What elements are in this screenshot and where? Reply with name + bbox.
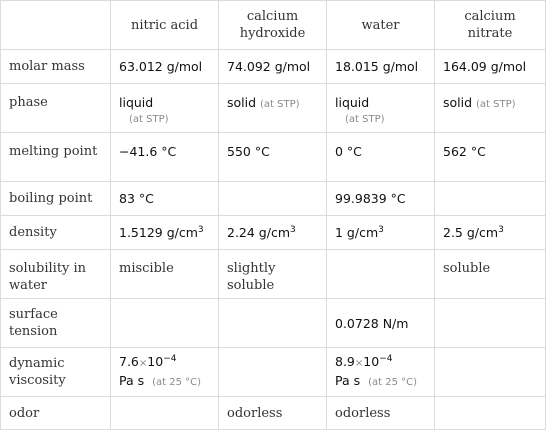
row-label: odor [1,397,111,430]
table-cell [219,84,327,133]
table-row-solubility [1,250,546,299]
table-row-dynamic-viscosity [1,348,546,397]
row-label: surface tension [1,299,111,348]
condition-note: (at STP) [345,114,385,125]
condition-note: (at STP) [260,99,300,110]
table-cell [327,216,435,250]
unit-exponent: 3 [378,224,384,235]
table-cell [111,348,219,397]
viscosity-base: 10 [147,354,164,369]
table-row-phase [1,84,546,133]
table-cell: odorless [327,397,435,430]
phase-value: solid [227,95,257,110]
row-label: dynamic viscosity [1,348,111,397]
phase-value: liquid [335,95,370,110]
density-value: 1 g/cm [335,225,379,240]
unit-exponent: 3 [197,224,204,235]
unit-exponent: 3 [498,224,504,235]
row-label: boiling point [1,182,111,216]
table-cell [111,299,219,348]
table-cell: 0.0728 N/m [327,299,435,348]
condition-note: (at STP) [129,114,169,125]
table-cell [219,299,327,348]
table-cell [435,397,546,430]
table-cell [327,250,435,299]
table-cell [327,348,435,397]
viscosity-exponent: −4 [163,353,177,364]
row-label: solubility in water [1,250,111,299]
table-row-surface-tension [1,299,546,348]
unit-exponent: 3 [290,224,296,235]
table-row-melting-point [1,133,546,182]
table-cell [111,84,219,133]
table-cell: 18.015 g/mol [327,50,435,84]
density-value: 2.24 g/cm [227,225,291,240]
phase-value: solid [443,95,473,110]
table-cell: 99.9839 °C [327,182,435,216]
table-cell [219,182,327,216]
table-row-odor [1,397,546,430]
viscosity-exponent: −4 [379,353,393,364]
table-cell: 550 °C [219,133,327,182]
times-sign: × [138,358,148,369]
table-row-density [1,216,546,250]
density-value: 1.5129 g/cm [119,225,198,240]
table-cell [435,84,546,133]
table-cell: 63.012 g/mol [111,50,219,84]
table-cell [435,182,546,216]
table-cell [111,397,219,430]
column-header: calcium nitrate [435,1,546,50]
table-cell [219,348,327,397]
viscosity-mantissa: 8.9 [335,354,355,369]
table-cell [435,348,546,397]
corner-cell [1,1,111,50]
table-cell: 562 °C [435,133,546,182]
density-value: 2.5 g/cm [443,225,499,240]
table-cell [327,84,435,133]
table-cell: 74.092 g/mol [219,50,327,84]
viscosity-unit: Pa s [119,373,145,388]
header-row [1,1,546,50]
viscosity-base: 10 [363,354,380,369]
viscosity-mantissa: 7.6 [119,354,139,369]
viscosity-unit: Pa s [335,373,361,388]
table-cell: 83 °C [111,182,219,216]
condition-note: (at 25 °C) [152,377,201,388]
table-cell [219,216,327,250]
table-cell [435,299,546,348]
table-row-boiling-point [1,182,546,216]
row-label: melting point [1,133,111,182]
table-cell: 164.09 g/mol [435,50,546,84]
table-cell [111,216,219,250]
row-label: molar mass [1,50,111,84]
table-cell: miscible [111,250,219,299]
condition-note: (at STP) [476,99,516,110]
table-cell [435,216,546,250]
column-header: calcium hydroxide [219,1,327,50]
table-cell: 0 °C [327,133,435,182]
table-cell: slightly soluble [219,250,327,299]
phase-value: liquid [119,95,154,110]
table-cell: soluble [435,250,546,299]
times-sign: × [354,358,364,369]
row-label: phase [1,84,111,133]
column-header: nitric acid [111,1,219,50]
table-cell: odorless [219,397,327,430]
condition-note: (at 25 °C) [368,377,417,388]
row-label: density [1,216,111,250]
table-row-molar-mass [1,50,546,84]
table-cell: −41.6 °C [111,133,219,182]
column-header: water [327,1,435,50]
